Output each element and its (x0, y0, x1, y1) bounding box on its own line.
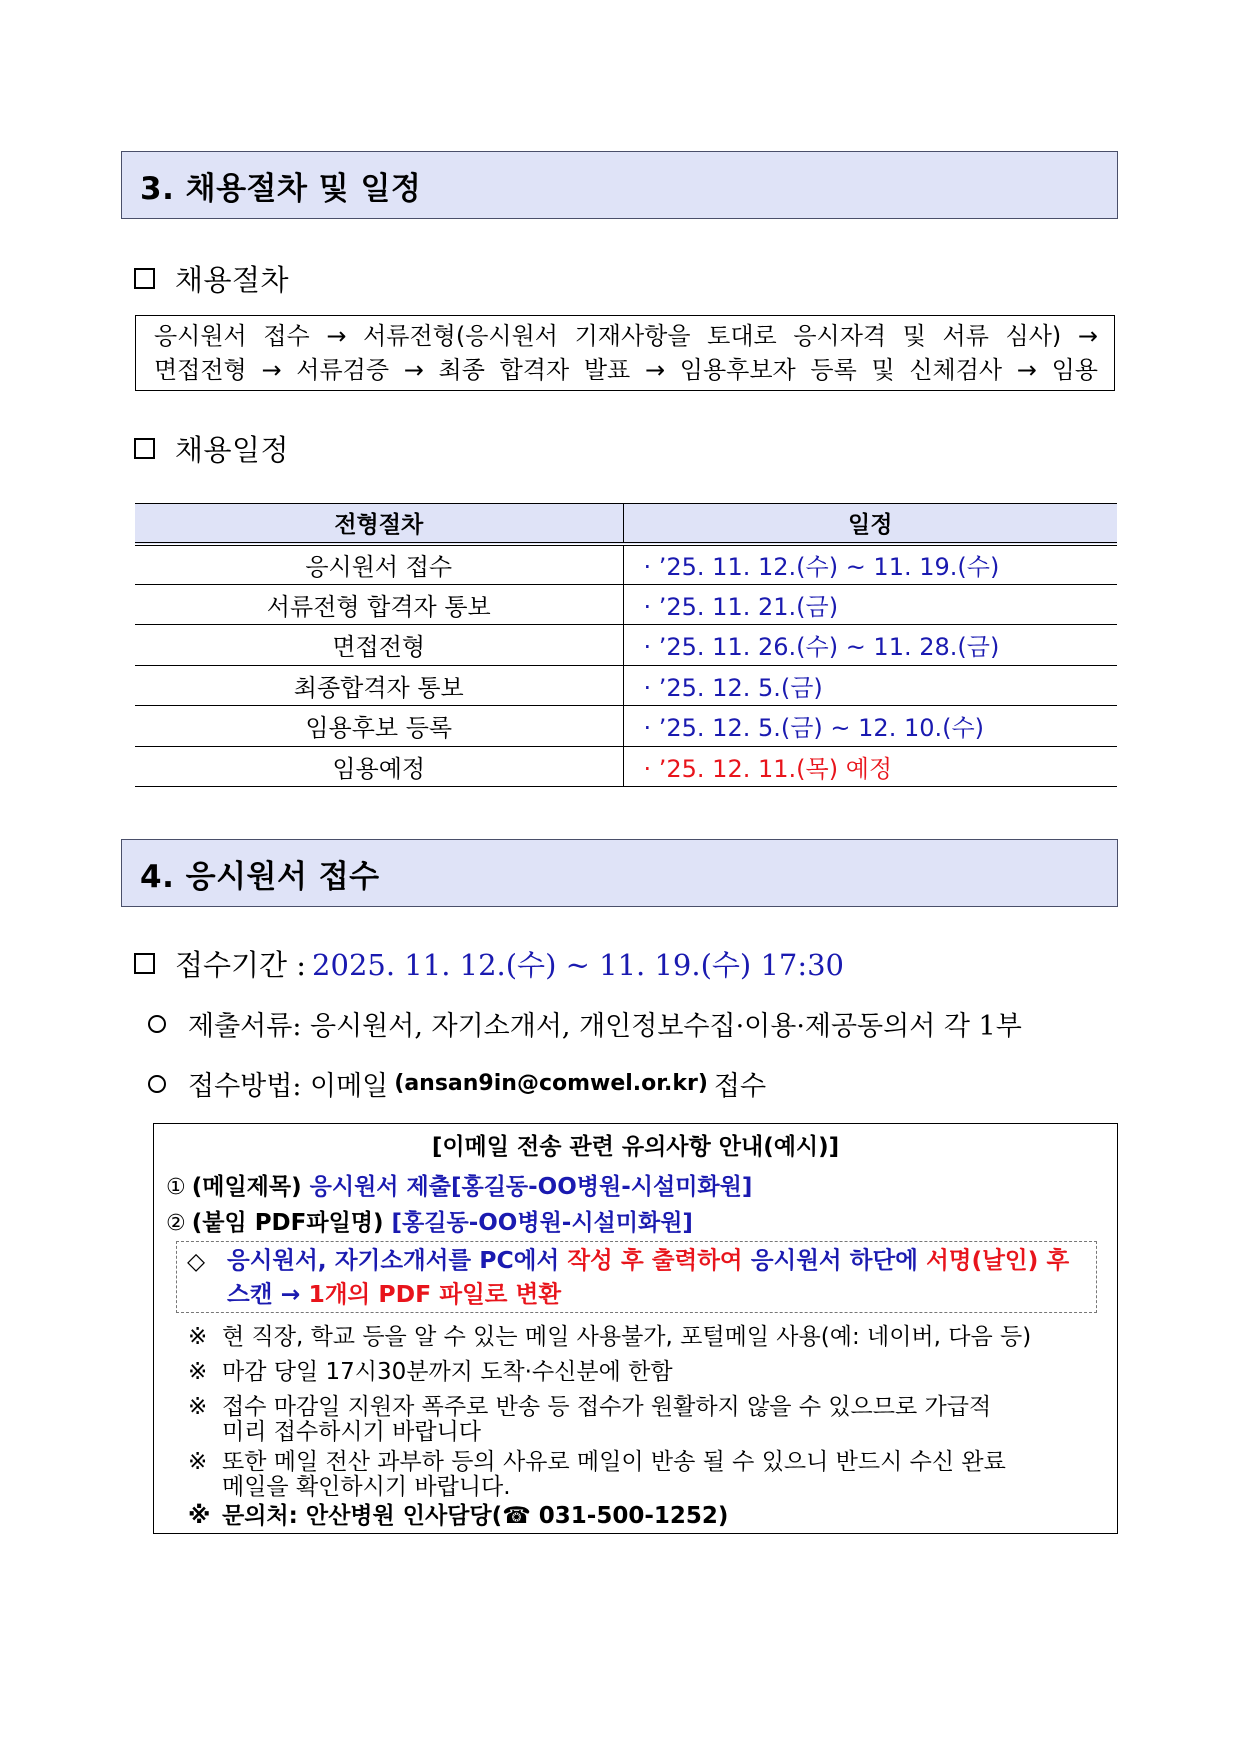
table-row (135, 584, 1117, 625)
square-bullet-icon (134, 438, 155, 459)
table-row (135, 746, 1117, 787)
step-cell: 최종합격자 통보 (135, 665, 623, 706)
reference-note-text: 메일을 확인하시기 바랍니다. (222, 1474, 511, 1500)
date-cell: · ’25. 11. 12.(수) ~ 11. 19.(수) (623, 544, 1117, 585)
schedule-table (135, 503, 1117, 787)
date-cell: · ’25. 12. 5.(금) ~ 12. 10.(수) (623, 706, 1117, 747)
date-cell: · ’25. 12. 5.(금) (623, 665, 1117, 706)
table-row (135, 706, 1117, 747)
method-suffix: 접수 (713, 1071, 767, 1102)
pdf-instruction-box (176, 1241, 1097, 1313)
step-cell: 임용후보 등록 (135, 706, 623, 747)
circle-bullet-icon (148, 1015, 166, 1033)
contact-text: 문의처: 안산병원 인사담당(☎ 031-500-1252) (222, 1503, 729, 1529)
step-cell: 면접전형 (135, 625, 623, 666)
notice-item-2-label: (붙임 PDF파일명) (191, 1210, 384, 1236)
reference-note-text: 현 직장, 학교 등을 알 수 있는 메일 사용불가, 포털메일 사용(예: 네이버, 다음 등) (222, 1324, 1032, 1350)
procedure-heading-label: 채용절차 (175, 263, 290, 297)
step-cell: 임용예정 (135, 746, 623, 787)
square-bullet-icon (134, 268, 155, 289)
circled-number-2: ② (166, 1211, 186, 1236)
notice-item-1-label: (메일제목) (191, 1174, 302, 1200)
reference-note-text: 미리 접수하시기 바랍니다 (222, 1419, 482, 1445)
email-notice-box (153, 1123, 1118, 1534)
date-cell: · ’25. 12. 11.(목) 예정 (623, 746, 1117, 787)
table-row (135, 625, 1117, 666)
column-header-step: 전형절차 (135, 504, 623, 544)
table-header-row (135, 504, 1117, 544)
method-email: (ansan9in@comwel.or.kr) (394, 1071, 708, 1096)
reference-note-text: 접수 마감일 지원자 폭주로 반송 등 접수가 원활하지 않을 수 있으므로 가급적 (222, 1394, 992, 1420)
period-label: 접수기간 : (175, 948, 307, 982)
pdf-instruction-highlight: 작성 후 출력하여 (567, 1246, 743, 1274)
section-4-header (121, 839, 1118, 907)
procedure-heading (134, 258, 289, 299)
step-cell: 서류전형 합격자 통보 (135, 584, 623, 625)
reference-note-text: 또한 메일 전산 과부하 등의 사유로 메일이 반송 될 수 있으니 반드시 수신 완료 (222, 1449, 1006, 1475)
step-cell: 응시원서 접수 (135, 544, 623, 585)
notice-item-1-value: 응시원서 제출[홍길동-OO병원-시설미화원] (309, 1174, 753, 1200)
date-cell: · ’25. 11. 26.(수) ~ 11. 28.(금) (623, 625, 1117, 666)
circled-number-1: ① (166, 1175, 186, 1200)
pdf-instruction-line-1 (227, 1243, 1069, 1277)
table-row (135, 665, 1117, 706)
section-4-title: 4. 응시원서 접수 (140, 858, 380, 895)
table-row (135, 544, 1117, 585)
notice-title: [이메일 전송 관련 유의사항 안내(예시)] (431, 1134, 840, 1160)
column-header-date: 일정 (623, 504, 1117, 544)
pdf-instruction-text: 응시원서, 자기소개서를 PC에서 (227, 1246, 568, 1274)
reference-mark-icon: ※ (188, 1503, 211, 1529)
reference-mark-icon: ※ (188, 1359, 208, 1385)
documents-line (148, 1004, 1022, 1043)
pdf-instruction-text: 응시원서 하단에 (742, 1246, 927, 1274)
date-cell: · ’25. 11. 21.(금) (623, 584, 1117, 625)
section-3-title: 3. 채용절차 및 일정 (140, 170, 422, 207)
reference-mark-icon: ※ (188, 1394, 208, 1420)
period-value: 2025. 11. 12.(수) ~ 11. 19.(수) 17:30 (312, 948, 845, 982)
documents-text: 제출서류: 응시원서, 자기소개서, 개인정보수집·이용·제공동의서 각 1부 (188, 1011, 1022, 1042)
pdf-instruction-line-2 (227, 1277, 561, 1311)
pdf-instruction-highlight: 1개의 PDF 파일로 변환 (308, 1280, 562, 1308)
section-3-header (121, 151, 1118, 219)
square-bullet-icon (134, 953, 155, 974)
pdf-instruction-highlight: 서명(날인) 후 (926, 1246, 1070, 1274)
circle-bullet-icon (148, 1075, 166, 1093)
reference-note-text: 마감 당일 17시30분까지 도착·수신분에 한함 (222, 1359, 673, 1385)
procedure-line-2: 면접전형 → 서류검증 → 최종 합격자 발표 → 임용후보자 등록 및 신체검사 → 임용 (154, 356, 1098, 384)
procedure-box (135, 315, 1115, 391)
schedule-heading (134, 428, 289, 469)
schedule-heading-label: 채용일정 (175, 433, 290, 467)
pdf-instruction-text: 스캔 → (227, 1280, 309, 1308)
method-line (148, 1064, 766, 1103)
reference-mark-icon: ※ (188, 1449, 208, 1475)
method-prefix: 접수방법: 이메일 (188, 1071, 389, 1102)
reference-mark-icon: ※ (188, 1324, 208, 1350)
period-line (134, 943, 844, 984)
notice-item-2-value: [홍길동-OO병원-시설미화원] (391, 1210, 693, 1236)
notice-item-2 (166, 1204, 693, 1237)
diamond-bullet-icon: ◇ (187, 1247, 206, 1275)
notice-item-1 (166, 1168, 752, 1201)
procedure-line-1: 응시원서 접수 → 서류전형(응시원서 기재사항을 토대로 응시자격 및 서류 심사) → (154, 322, 1098, 350)
